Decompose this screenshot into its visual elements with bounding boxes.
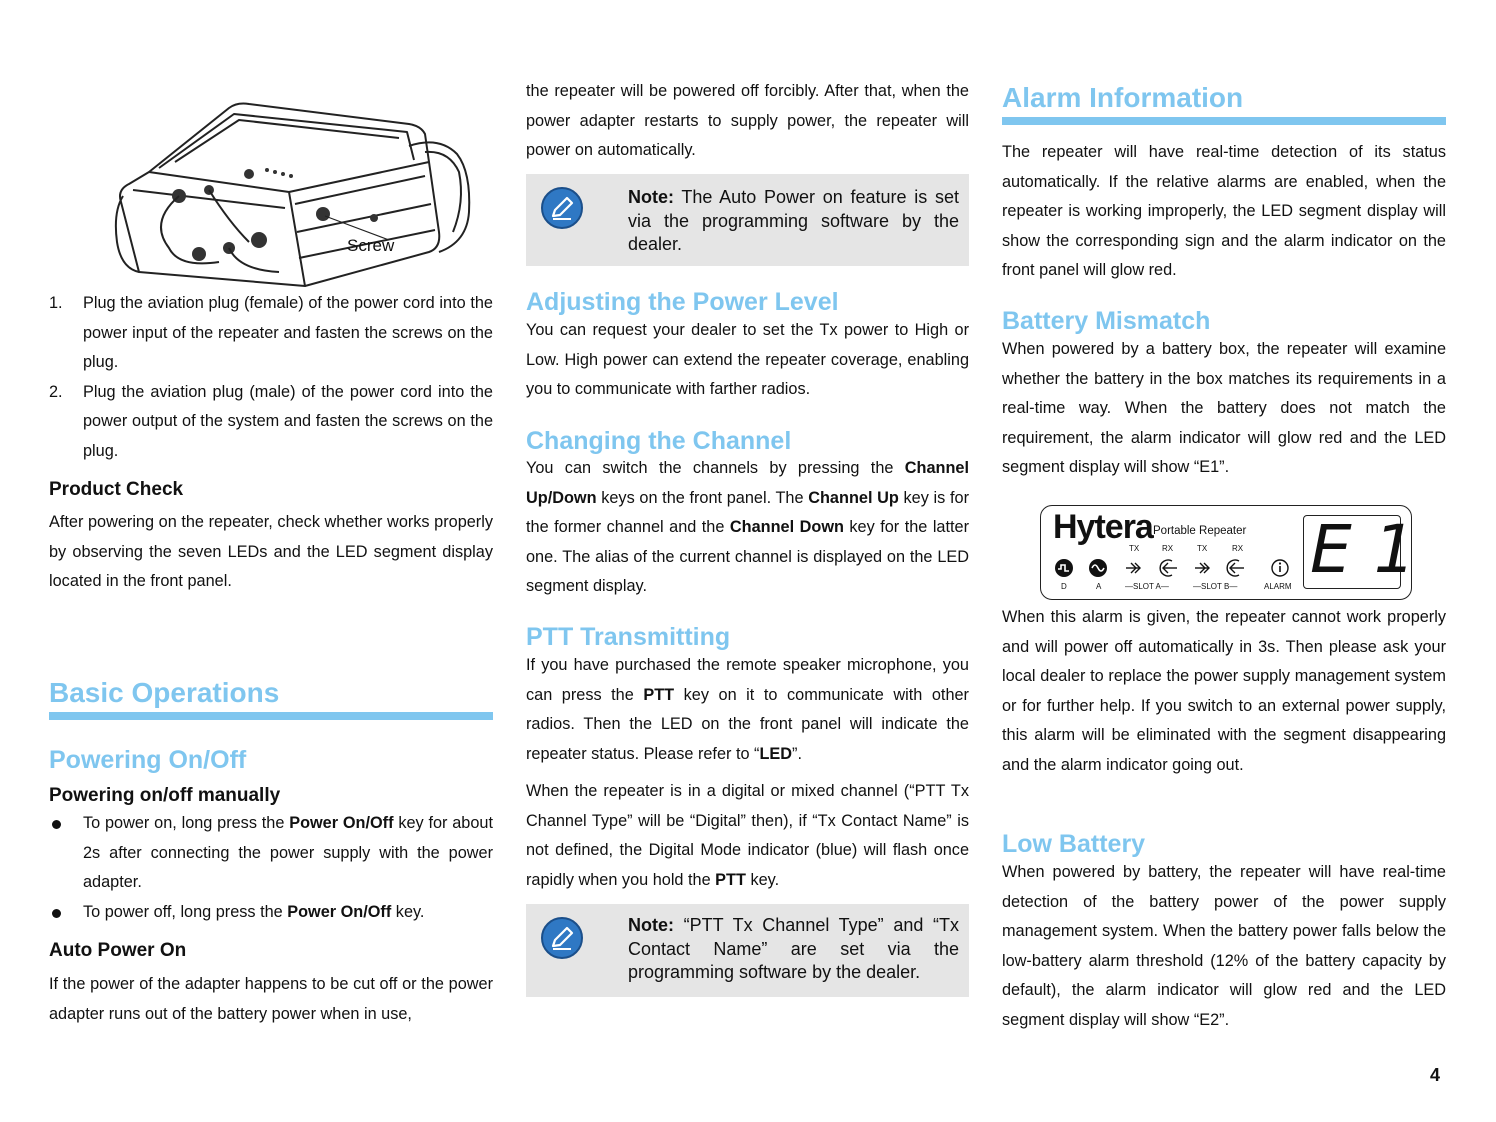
- powering-heading: Powering On/Off: [49, 746, 247, 774]
- segment-code: E1: [1310, 511, 1438, 588]
- note-body: The Auto Power on feature is set via the programming software by the dealer.: [628, 187, 959, 254]
- tx-label: TX: [1197, 544, 1208, 553]
- note-text: [628, 914, 959, 985]
- bullet-text: To power off, long press the: [83, 902, 288, 921]
- note-text: [628, 186, 959, 257]
- bullet-dot-icon: [52, 820, 61, 829]
- note-body: “PTT Tx Channel Type” and “Tx Contact Name” are set via the programming software by the dealer.: [628, 915, 959, 982]
- page-number: 4: [1430, 1065, 1441, 1085]
- indicator-label-alarm: ALARM: [1264, 582, 1292, 591]
- note-label: Note:: [628, 915, 674, 935]
- alarm-info-body: The repeater will have real-time detection of its status automatically. If the relative alarms are enabled, when the repeater is working improperly, the LED segment display will show the corresponding sign and the alarm indicator on the front panel will glow red.: [1002, 143, 1446, 279]
- manual-heading: Powering on/off manually: [49, 785, 281, 806]
- product-check-body: After powering on the repeater, check whether works properly by observing the seven LEDs and the LED segment display located in the front panel.: [49, 513, 493, 590]
- auto-power-body: If the power of the adapter happens to be cut off or the power adapter runs out of the battery power when in use,: [49, 975, 493, 1023]
- slot-a-tx-icon: [1126, 563, 1140, 573]
- adjust-power-heading: Adjusting the Power Level: [526, 288, 839, 316]
- bullet-text: To power on, long press the: [83, 814, 290, 832]
- power-bullet-list: [49, 809, 493, 927]
- bullet-item: [49, 809, 493, 898]
- slot-a-rx-icon: [1160, 560, 1177, 576]
- auto-power-heading: Auto Power On: [49, 940, 187, 961]
- slot-b-tx-icon: [1195, 563, 1209, 573]
- indicator-icons: [1053, 556, 1293, 580]
- segment-display: [1303, 511, 1438, 589]
- step-list: [49, 289, 493, 466]
- bullet-key: Power On/Off: [289, 814, 394, 832]
- tx-label: TX: [1129, 544, 1140, 553]
- alarm-icon: [1272, 560, 1288, 576]
- changing-channel-body: You can switch the channels by pressing the Channel Up/Down keys on the front panel. The Channel Up key is for the former channel and the Channel Down key for the latter one. The alias of the current channel is displayed on the LED segment display.: [526, 459, 970, 595]
- step-text: Plug the aviation plug (female) of the power cord into the power input of the repeater and fasten the screws on the plug.: [83, 294, 493, 371]
- indicator-label-a: A: [1096, 582, 1102, 591]
- ptt-heading: PTT Transmitting: [526, 623, 731, 651]
- bullet-key: Power On/Off: [287, 902, 392, 921]
- step-item: [49, 378, 493, 467]
- repeater-illustration: [109, 72, 489, 294]
- pen-note-icon: [540, 186, 584, 230]
- low-battery-body: When powered by battery, the repeater will have real-time detection of the battery power of the power supply management system. When the battery power falls below the low-battery alarm threshold (12% of the battery capacity by default), the alarm indicator will glow red and the LED segment display will show “E2”.: [1002, 863, 1446, 1029]
- rx-label: RX: [1232, 544, 1244, 553]
- alarm-info-heading: Alarm Information: [1002, 82, 1244, 113]
- battery-mismatch-heading: Battery Mismatch: [1002, 307, 1211, 335]
- bullet-text: key for about 2s after connecting the power supply with the power adapter.: [83, 814, 493, 891]
- note-box: [526, 174, 969, 266]
- section-rule: [49, 712, 493, 720]
- bullet-item: [49, 898, 493, 928]
- ptt-body-1: If you have purchased the remote speaker microphone, you can press the PTT key on it to communicate with other radios. Then the LED on the front panel will indicate the repeater status. Please refer to “LED”.: [526, 656, 969, 763]
- slot-b-rx-icon: [1227, 560, 1244, 576]
- indicator-label-slot-a: —SLOT A—: [1125, 582, 1169, 591]
- step-item: [49, 289, 493, 378]
- indicator-label-slot-b: —SLOT B—: [1193, 582, 1238, 591]
- repeater-body-top: [149, 104, 429, 173]
- basic-operations-heading: Basic Operations: [49, 677, 280, 708]
- low-battery-heading: Low Battery: [1002, 830, 1146, 858]
- brand-logo: Hytera: [1053, 508, 1153, 546]
- auto-power-continued: the repeater will be powered off forcibly. After that, when the power adapter restarts to supply power, the repeater will power on automatically.: [526, 82, 969, 159]
- pen-note-icon: [540, 916, 584, 960]
- model-label: Portable Repeater: [1153, 525, 1247, 537]
- step-number: 2.: [49, 382, 63, 401]
- indicator-label-d: D: [1061, 582, 1067, 591]
- battery-mismatch-body: When powered by a battery box, the repeater will examine whether the battery in the box matches its requirements in a real-time way. When the battery does not match the requirement, the alarm indicator will glow red and the LED segment display will show “E1”.: [1002, 340, 1446, 476]
- note-box: [526, 904, 969, 997]
- section-rule: [1002, 117, 1446, 125]
- adjust-power-body: You can request your dealer to set the Tx power to High or Low. High power can extend the repeater coverage, enabling you to communicate with farther radios.: [526, 321, 969, 398]
- screw-label: Screw: [347, 236, 395, 255]
- front-panel-display: [1040, 505, 1438, 600]
- digital-mode-icon: [1055, 559, 1073, 577]
- note-label: Note:: [628, 187, 674, 207]
- bullet-dot-icon: [52, 909, 61, 918]
- ptt-body-2: When the repeater is in a digital or mixed channel (“PTT Tx Channel Type” will be “Digital” then), if “Tx Contact Name” is not defined, the Digital Mode indicator (blue) will flash once rapidly when you hold the PTT key.: [526, 782, 969, 889]
- alarm-after-body: When this alarm is given, the repeater cannot work properly and will power off automatically in 3s. Then please ask your local dealer to replace the power supply management system or for further help. If you switch to an external power supply, this alarm will be eliminated with the segment disappearing and the alarm indicator going out.: [1002, 608, 1446, 774]
- bullet-text: key.: [391, 902, 425, 921]
- rx-label: RX: [1162, 544, 1174, 553]
- product-check-heading: Product Check: [49, 479, 184, 500]
- changing-channel-heading: Changing the Channel: [526, 427, 792, 455]
- step-number: 1.: [49, 294, 63, 312]
- step-text: Plug the aviation plug (male) of the power cord into the power output of the system and fasten the screws on the plug.: [83, 382, 493, 460]
